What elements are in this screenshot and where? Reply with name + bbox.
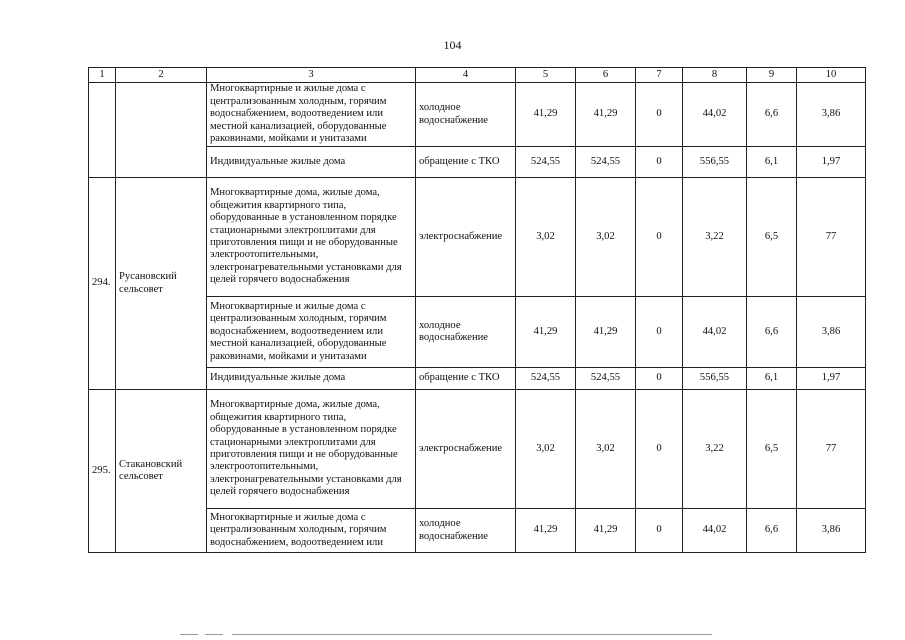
value-cell: 3,02 [576,178,636,297]
value-cell: 524,55 [516,368,576,390]
column-header: 10 [797,68,866,83]
page-number: 104 [443,38,462,52]
value-cell: 1,97 [797,368,866,390]
row-number [89,83,116,178]
value-cell: 44,02 [683,83,747,147]
column-header: 6 [576,68,636,83]
value-cell: 0 [636,178,683,297]
column-header: 8 [683,68,747,83]
scan-divider [205,634,223,635]
value-cell: 44,02 [683,297,747,368]
category-description: Индивидуальные жилые дома [207,147,416,178]
row-number: 295. [89,390,116,553]
value-cell: 0 [636,83,683,147]
value-cell: 3,86 [797,297,866,368]
table-row [89,178,866,297]
value-cell: 0 [636,509,683,553]
scan-divider [180,634,198,635]
value-cell: 77 [797,390,866,509]
service-type: обращение с ТКО [416,368,516,390]
settlement-name [116,83,207,178]
category-description: Многоквартирные и жилые дома с централизованным холодным, горячим водоснабжением, водоотведением или местной канализацией, оборудованные раковинами, мойками и унитазами [207,83,416,147]
service-type: холодное водоснабжение [416,509,516,553]
value-cell: 77 [797,178,866,297]
tariff-table [88,67,866,553]
value-cell: 0 [636,297,683,368]
column-header: 4 [416,68,516,83]
category-description: Многоквартирные и жилые дома с централизованным холодным, горячим водоснабжением, водоотведением или [207,509,416,553]
table-row [89,390,866,509]
value-cell: 6,6 [747,509,797,553]
value-cell: 3,86 [797,509,866,553]
value-cell: 524,55 [516,147,576,178]
column-header: 3 [207,68,416,83]
column-header: 7 [636,68,683,83]
value-cell: 41,29 [576,297,636,368]
value-cell: 6,1 [747,147,797,178]
value-cell: 3,86 [797,83,866,147]
value-cell: 41,29 [576,83,636,147]
column-header: 9 [747,68,797,83]
column-header: 2 [116,68,207,83]
value-cell: 524,55 [576,368,636,390]
value-cell: 0 [636,147,683,178]
value-cell: 6,6 [747,83,797,147]
value-cell: 524,55 [576,147,636,178]
settlement-name: Стакановский сельсовет [116,390,207,553]
value-cell: 0 [636,390,683,509]
value-cell: 0 [636,368,683,390]
value-cell: 3,02 [516,178,576,297]
row-number: 294. [89,178,116,390]
service-type: электроснабжение [416,178,516,297]
value-cell: 6,5 [747,390,797,509]
value-cell: 41,29 [516,83,576,147]
value-cell: 41,29 [576,509,636,553]
category-description: Индивидуальные жилые дома [207,368,416,390]
value-cell: 6,1 [747,368,797,390]
value-cell: 3,02 [516,390,576,509]
value-cell: 556,55 [683,147,747,178]
value-cell: 41,29 [516,297,576,368]
value-cell: 41,29 [516,509,576,553]
service-type: электроснабжение [416,390,516,509]
column-header: 5 [516,68,576,83]
service-type: холодное водоснабжение [416,83,516,147]
service-type: холодное водоснабжение [416,297,516,368]
value-cell: 3,02 [576,390,636,509]
value-cell: 1,97 [797,147,866,178]
value-cell: 44,02 [683,509,747,553]
scan-divider [232,634,712,635]
value-cell: 6,5 [747,178,797,297]
header-row [89,68,866,83]
value-cell: 3,22 [683,178,747,297]
column-header: 1 [89,68,116,83]
table-row [89,83,866,147]
service-type: обращение с ТКО [416,147,516,178]
category-description: Многоквартирные дома, жилые дома, общежития квартирного типа, оборудованные в установленном порядке стационарными электроплитами для приготовления пищи и не оборудованные электроотопительными, электронагревательными установками для целей горячего водоснабжения [207,178,416,297]
value-cell: 6,6 [747,297,797,368]
category-description: Многоквартирные дома, жилые дома, общежития квартирного типа, оборудованные в установленном порядке стационарными электроплитами для приготовления пищи и не оборудованные электроотопительными, электронагревательными установками для целей горячего водоснабжения [207,390,416,509]
value-cell: 556,55 [683,368,747,390]
category-description: Многоквартирные и жилые дома с централизованным холодным, горячим водоснабжением, водоотведением или местной канализацией, оборудованные раковинами, мойками и унитазами [207,297,416,368]
settlement-name: Русановский сельсовет [116,178,207,390]
value-cell: 3,22 [683,390,747,509]
